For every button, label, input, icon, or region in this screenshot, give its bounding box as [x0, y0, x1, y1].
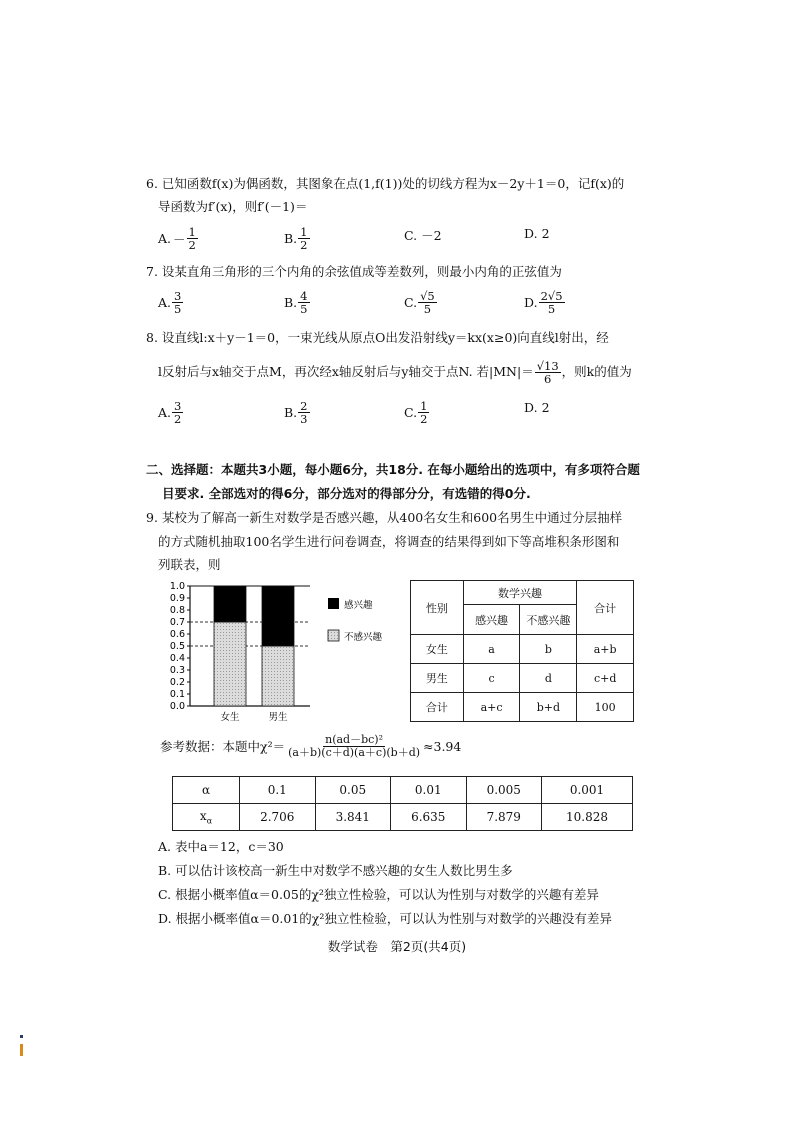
ct-row — [411, 635, 634, 664]
y-tick-label: 0.4 — [169, 653, 185, 664]
legend-swatch-interested — [328, 598, 339, 609]
y-tick-label: 0.6 — [169, 629, 185, 640]
fraction-numerator: √5 — [420, 289, 435, 303]
option-fraction — [539, 290, 565, 315]
q7-option-2 — [404, 290, 438, 315]
option-label: B. — [284, 405, 298, 421]
q8-option-1 — [284, 400, 311, 425]
fraction-numerator: 3 — [174, 399, 182, 413]
ct-cell: a+c — [463, 693, 520, 722]
rt-cell: 0.005 — [466, 777, 542, 804]
option-sign: － — [173, 231, 186, 247]
ct-cell: c — [463, 664, 520, 693]
q7-option-0 — [158, 290, 184, 315]
option-fraction — [298, 400, 309, 425]
ct-cell: b+d — [520, 693, 577, 722]
ct-cell: a+b — [577, 635, 634, 664]
stacked-bar-chart — [160, 578, 400, 728]
q8-line2b: ，则k的值为 — [561, 364, 632, 380]
fraction-denominator: 3 — [300, 412, 308, 427]
ct-cell: c+d — [577, 664, 634, 693]
rt-cell — [173, 804, 240, 831]
bar-感兴趣-男生 — [262, 586, 294, 646]
ct-header-gender: 性别 — [411, 581, 464, 635]
fraction-denominator: 5 — [547, 302, 556, 317]
critical-value-table — [172, 776, 633, 831]
q9-option-0: A. 表中a＝12，c＝30 — [158, 839, 284, 854]
ct-sub-yes: 感兴趣 — [463, 605, 520, 635]
fraction-denominator: 2 — [188, 238, 196, 253]
rt-cell: α — [173, 777, 240, 804]
rt-cell — [240, 804, 316, 831]
q9-line1: 9. 某校为了解高一新生对数学是否感兴趣，从400名女生和600名男生中通过分层抽样 — [146, 510, 623, 525]
ct-row — [411, 693, 634, 722]
edge-mark-bar — [20, 1044, 23, 1056]
y-tick-label: 0.1 — [169, 689, 185, 700]
bar-不感兴趣-男生 — [262, 646, 294, 706]
option-label: B. — [284, 231, 298, 247]
q6-line1: 6. 已知函数f(x)为偶函数，其图象在点(1,f(1))处的切线方程为x－2y＋1＝0，记f(x)的 — [146, 176, 625, 191]
option-fraction — [172, 400, 183, 425]
fraction-numerator: 2√5 — [540, 289, 563, 303]
q8-line2a: l反射后与x轴交于点M，再次经x轴反射后与y轴交于点N. 若|MN|＝ — [158, 364, 534, 380]
q7-line1: 7. 设某直角三角形的三个内角的余弦值成等差数列，则最小内角的正弦值为 — [146, 264, 562, 279]
rt-body — [173, 777, 633, 831]
option-label: C. — [404, 295, 418, 311]
rt-cell — [391, 804, 467, 831]
fraction-numerator: 1 — [420, 399, 428, 413]
ref-prefix: 参考数据：本题中χ²＝ — [160, 739, 286, 755]
ct-cell: 女生 — [411, 635, 464, 664]
ct-cell: 100 — [577, 693, 634, 722]
q9-option-3: D. 根据小概率值α＝0.01的χ²独立性检验，可以认为性别与对数学的兴趣没有差异 — [158, 911, 612, 926]
option-label: D. — [524, 295, 538, 311]
y-tick-label: 1.0 — [169, 581, 185, 592]
contingency-table — [410, 580, 634, 722]
option-fraction — [298, 290, 309, 315]
option-label: C. — [404, 227, 418, 243]
ct-sub-no: 不感兴趣 — [520, 605, 577, 635]
rt-cell — [542, 804, 633, 831]
fraction-denominator: 5 — [300, 302, 308, 317]
edge-mark-dot — [20, 1035, 23, 1038]
rt-cell — [315, 804, 391, 831]
x-tick-label: 女生 — [220, 712, 240, 723]
option-value: －2 — [421, 228, 442, 243]
option-fraction — [418, 400, 429, 425]
fraction-numerator: 4 — [300, 289, 308, 303]
chi-den: (a＋b)(c＋d)(a＋c)(b＋d) — [288, 745, 421, 759]
x-tick-label: 男生 — [268, 712, 288, 723]
option-value: 2 — [541, 226, 550, 241]
q6-line2: 导函数为f′(x)，则f′(－1)＝ — [158, 199, 308, 214]
rt-cell — [466, 804, 542, 831]
ct-cell: 男生 — [411, 664, 464, 693]
y-tick-label: 0.5 — [169, 641, 185, 652]
legend-swatch-not-interested — [328, 630, 339, 641]
q6-option-3 — [524, 226, 550, 241]
fraction-numerator: 3 — [174, 289, 182, 303]
fraction-denominator: 2 — [420, 412, 428, 427]
q8-option-0 — [158, 400, 184, 425]
rt-value: 6.635 — [411, 810, 446, 824]
q9-option-2: C. 根据小概率值α＝0.05的χ²独立性检验，可以认为性别与对数学的兴趣有差异 — [158, 887, 599, 902]
q6-option-2 — [404, 226, 442, 244]
option-label: A. — [158, 295, 172, 311]
option-fraction — [172, 290, 183, 315]
q8-mn-num: √13 — [536, 359, 559, 373]
ct-cell: 合计 — [411, 693, 464, 722]
chi-num: n(ad－bc)² — [325, 733, 383, 746]
y-tick-label: 0.9 — [169, 593, 185, 604]
ct-header-total: 合计 — [577, 581, 634, 635]
ct-body — [411, 635, 634, 722]
ct-row — [411, 664, 634, 693]
rt-value: 7.879 — [486, 810, 521, 824]
rt-cell: 0.01 — [391, 777, 467, 804]
option-label: D. — [524, 400, 538, 415]
q8-line2 — [158, 360, 632, 385]
fraction-numerator: 2 — [300, 399, 308, 413]
q9-line3: 列联表，则 — [158, 557, 221, 572]
y-tick-label: 0.7 — [169, 617, 185, 628]
q7-option-3 — [524, 290, 566, 315]
ref-suffix: ≈3.94 — [423, 738, 462, 754]
option-fraction — [298, 226, 309, 251]
fraction-denominator: 5 — [423, 302, 432, 317]
q8-option-3 — [524, 400, 550, 415]
rt-cell: 0.001 — [542, 777, 633, 804]
fraction-denominator: 2 — [174, 412, 182, 427]
ct-cell: d — [520, 664, 577, 693]
option-fraction — [187, 226, 198, 251]
rt-value: 3.841 — [335, 810, 370, 824]
rt-row-alpha — [173, 777, 633, 804]
option-label: A. — [158, 405, 172, 421]
rt-cell: 0.05 — [315, 777, 391, 804]
fraction-denominator: 5 — [174, 302, 182, 317]
section2-line1: 二、选择题：本题共3小题，每小题6分，共18分. 在每小题给出的选项中，有多项符合题 — [146, 462, 640, 477]
ct-cell: a — [463, 635, 520, 664]
y-tick-label: 0.8 — [169, 605, 185, 616]
rt-x-subscript: α — [206, 816, 213, 826]
legend-label-interested: 感兴趣 — [344, 600, 373, 611]
bar-不感兴趣-女生 — [214, 622, 246, 706]
option-value: 2 — [541, 400, 550, 415]
fraction-numerator: 1 — [300, 225, 308, 239]
fraction-denominator: 2 — [300, 238, 308, 253]
rt-row-x — [173, 804, 633, 831]
q7-option-1 — [284, 290, 311, 315]
q8-mn-fraction — [535, 360, 561, 385]
ct-cell: b — [520, 635, 577, 664]
rt-value: 2.706 — [260, 810, 295, 824]
section2-line2: 目要求. 全部选对的得6分，部分选对的得部分分，有选错的得0分. — [162, 486, 531, 501]
q6-option-0 — [158, 226, 199, 251]
option-label: B. — [284, 295, 298, 311]
q8-line1: 8. 设直线l:x＋y－1＝0，一束光线从原点O出发沿射线y＝kx(x≥0)向直线l射出，经 — [146, 330, 609, 345]
rt-value: x — [199, 808, 207, 823]
page-footer: 数学试卷 第2页(共4页) — [327, 939, 467, 954]
rt-cell: 0.1 — [240, 777, 316, 804]
q8-option-2 — [404, 400, 430, 425]
q9-line2: 的方式随机抽取100名学生进行问卷调查，将调查的结果得到如下等高堆积条形图和 — [158, 534, 620, 549]
chi-square-fraction — [286, 734, 422, 758]
rt-value: 10.828 — [566, 810, 608, 824]
option-label: C. — [404, 405, 418, 421]
y-tick-label: 0.0 — [169, 701, 185, 712]
bar-感兴趣-女生 — [214, 586, 246, 622]
y-tick-label: 0.2 — [169, 677, 185, 688]
q9-option-1: B. 可以估计该校高一新生中对数学不感兴趣的女生人数比男生多 — [158, 863, 513, 878]
q8-mn-den: 6 — [544, 372, 552, 387]
legend-label-not-interested: 不感兴趣 — [344, 632, 383, 643]
option-label: A. — [158, 231, 172, 247]
q9-ref-formula — [160, 734, 461, 758]
ct-header-interest: 数学兴趣 — [463, 581, 577, 605]
option-fraction — [418, 290, 437, 315]
q6-option-1 — [284, 226, 311, 251]
fraction-numerator: 1 — [188, 225, 196, 239]
option-label: D. — [524, 226, 538, 241]
y-tick-label: 0.3 — [169, 665, 185, 676]
